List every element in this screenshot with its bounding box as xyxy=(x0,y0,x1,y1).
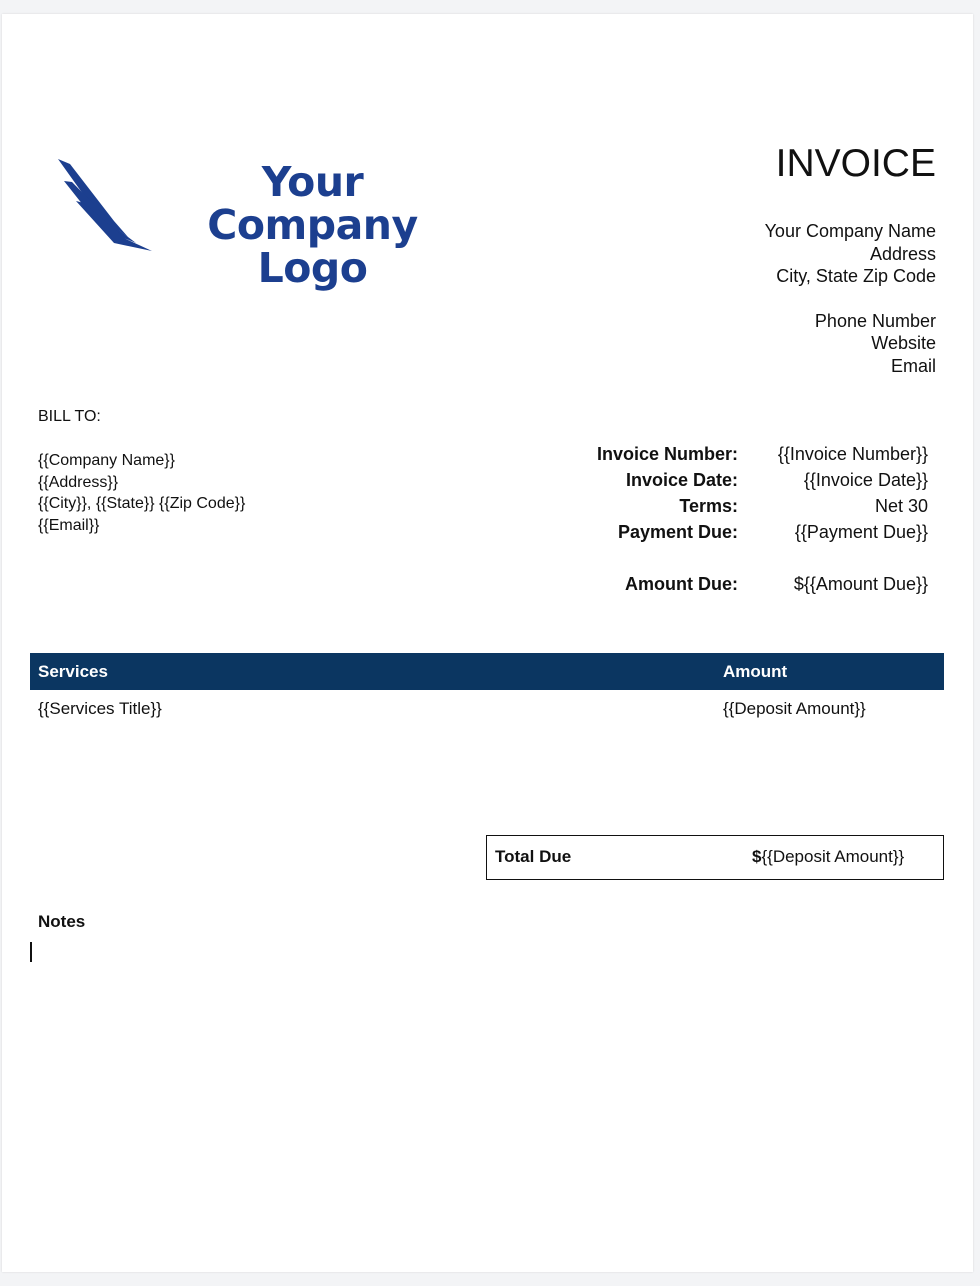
logo-line-1: Your Company xyxy=(207,158,418,249)
services-table-header xyxy=(30,653,944,690)
bill-to-label: BILL TO: xyxy=(38,408,101,425)
bill-to-company: {{Company Name}} xyxy=(38,452,175,469)
company-logo xyxy=(54,157,474,292)
amount-column-header: Amount xyxy=(723,662,788,681)
company-website: Website xyxy=(871,333,936,353)
amount-due-label: Amount Due: xyxy=(625,573,738,594)
payment-due-value: {{Payment Due}} xyxy=(794,521,928,542)
invoice-number-row xyxy=(508,441,928,467)
invoice-page xyxy=(2,14,973,1272)
terms-value: Net 30 xyxy=(874,495,928,516)
invoice-date-label: Invoice Date: xyxy=(625,469,738,490)
payment-due-label: Payment Due: xyxy=(617,521,738,542)
services-column-header: Services xyxy=(38,662,108,681)
invoice-number-value: {{Invoice Number}} xyxy=(777,443,928,464)
total-due-label: Total Due xyxy=(495,847,572,866)
logo-line-2: Logo xyxy=(257,244,368,292)
total-due-box xyxy=(486,835,944,880)
company-address: Address xyxy=(869,243,936,264)
company-info xyxy=(765,220,936,377)
total-due-value: {{Deposit Amount}} xyxy=(761,847,905,866)
company-city-state-zip: City, State Zip Code xyxy=(776,266,936,286)
notes-label: Notes xyxy=(38,912,86,931)
amount-due-value: ${{Amount Due}} xyxy=(793,573,928,594)
total-due-currency: $ xyxy=(752,847,762,866)
bill-to-email: {{Email}} xyxy=(38,516,100,534)
bill-to-address: {{Address}} xyxy=(38,473,119,491)
bill-to-city-state-zip: {{City}}, {{State}} {{Zip Code}} xyxy=(38,495,246,512)
company-name: Your Company Name xyxy=(764,221,936,241)
service-title-cell: {{Services Title}} xyxy=(38,699,162,718)
total-due-amount xyxy=(752,847,904,867)
invoice-date-value: {{Invoice Date}} xyxy=(803,469,928,490)
invoice-title: INVOICE xyxy=(775,142,936,185)
table-row xyxy=(30,690,944,730)
terms-label: Terms: xyxy=(679,495,738,516)
amount-due-row xyxy=(508,571,928,597)
wing-icon xyxy=(54,157,154,257)
company-email: Email xyxy=(890,355,936,376)
terms-row xyxy=(508,493,928,519)
company-phone: Phone Number xyxy=(814,310,936,331)
bill-to-block xyxy=(38,450,245,536)
logo-wordmark xyxy=(150,158,475,292)
service-amount-cell: {{Deposit Amount}} xyxy=(723,699,866,718)
payment-due-row xyxy=(508,519,928,545)
text-cursor[interactable] xyxy=(30,942,32,962)
invoice-number-label: Invoice Number: xyxy=(596,443,738,464)
invoice-date-row xyxy=(508,467,928,493)
services-table xyxy=(30,653,944,730)
invoice-details xyxy=(508,441,928,597)
